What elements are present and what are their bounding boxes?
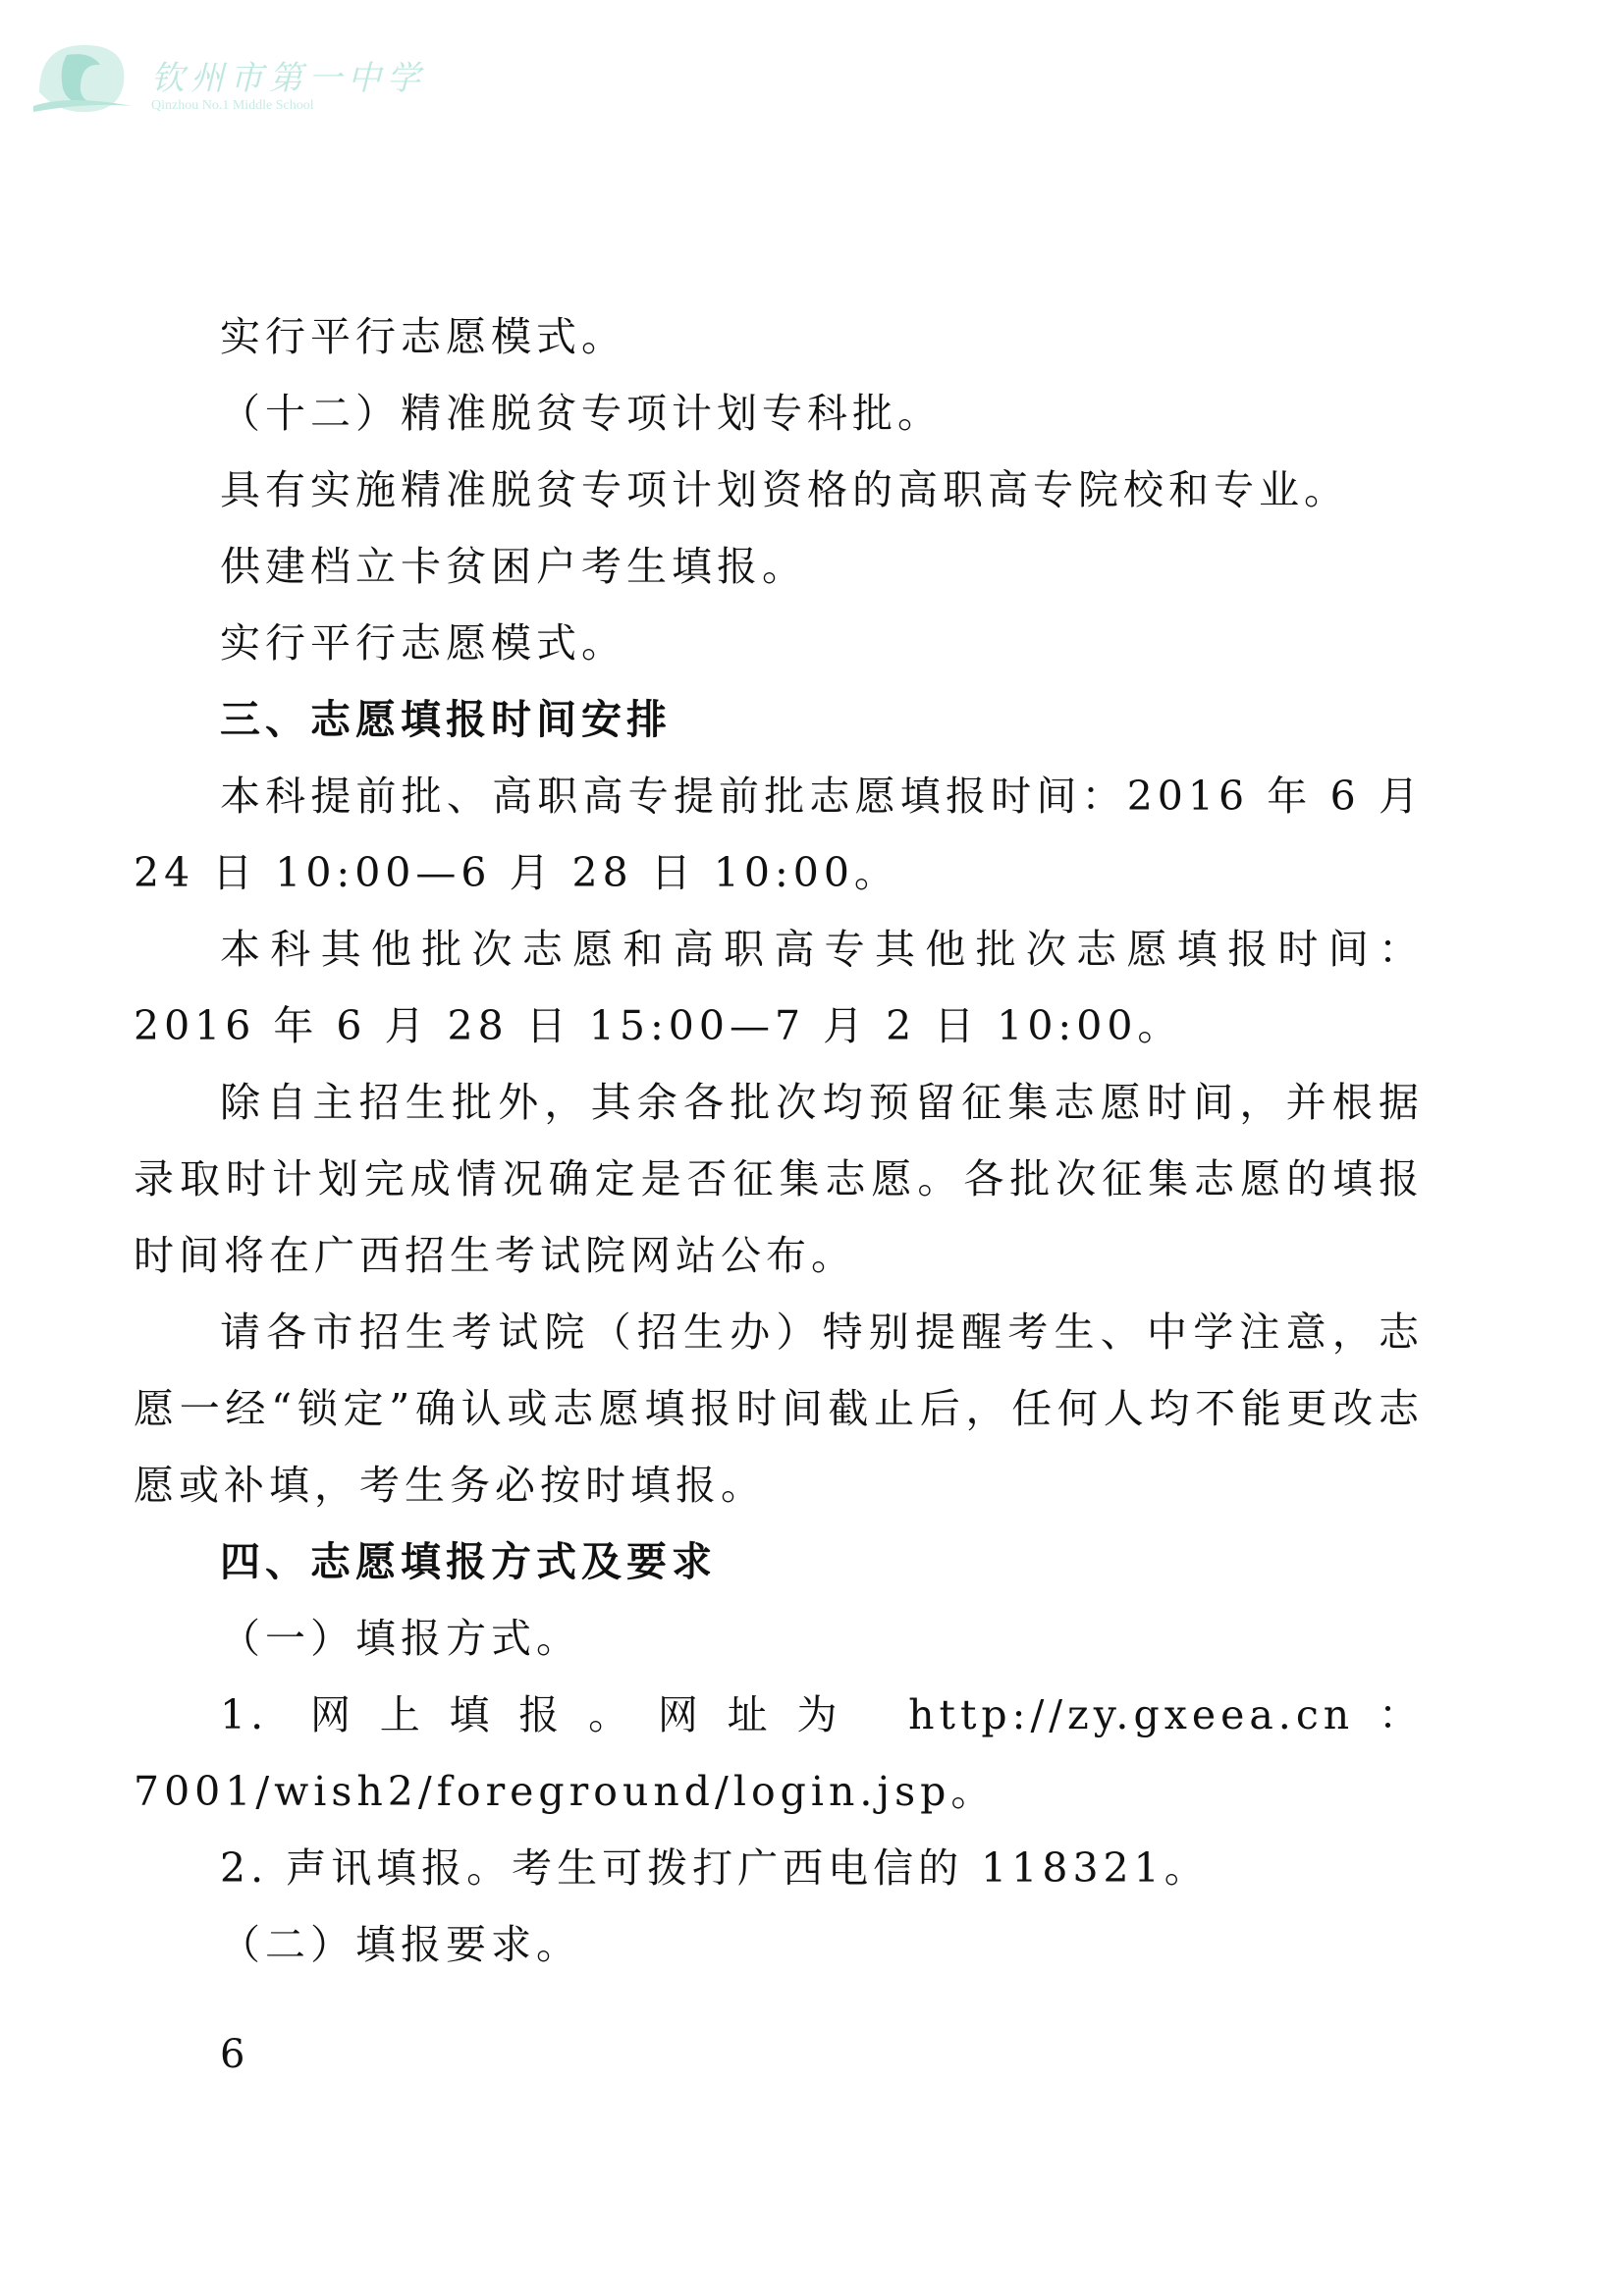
subsection-heading: （十二）精准脱贫专项计划专科批。: [220, 390, 943, 437]
subsection-heading: （一）填报方式。: [220, 1615, 581, 1662]
paragraph: 本科其他批次志愿和高职高专其他批次志愿填报时间：2016 年 6 月 28 日 15:00—7 月 2 日 10:00。: [134, 926, 1424, 1049]
paragraph: 除自主招生批外，其余各批次均预留征集志愿时间，并根据录取时计划完成情况确定是否征集志愿。各批次征集志愿的填报时间将在广西招生考试院网站公布。: [134, 1079, 1424, 1279]
paragraph: 具有实施精准脱贫专项计划资格的高职高专院校和专业。: [220, 466, 1349, 513]
paragraph: 1. 网上填报。网址为 http://zy.gxeea.cn：7001/wish2/foreground/login.jsp。: [134, 1691, 1424, 1815]
page-number: 6: [220, 2032, 245, 2077]
paragraph: 供建档立卡贫困户考生填报。: [220, 543, 807, 590]
logo-chinese-text: 钦州市第一中学: [151, 59, 426, 98]
document-body: [134, 298, 1424, 1983]
paragraph: 请各市招生考试院（招生办）特别提醒考生、中学注意，志愿一经“锁定”确认或志愿填报时间截止后，任何人均不能更改志愿或补填，考生务必按时填报。: [134, 1308, 1424, 1509]
logo-english-text: Qinzhou No.1 Middle School: [151, 98, 314, 113]
school-logo: [29, 33, 426, 122]
paragraph: 2. 声讯填报。考生可拨打广西电信的 118321。: [220, 1844, 1210, 1892]
school-emblem-icon: [29, 33, 137, 122]
subsection-heading: （二）填报要求。: [220, 1921, 581, 1968]
section-heading: 三、志愿填报时间安排: [220, 696, 672, 743]
paragraph: 实行平行志愿模式。: [220, 619, 626, 667]
paragraph: 实行平行志愿模式。: [220, 313, 626, 360]
section-heading: 四、志愿填报方式及要求: [220, 1538, 717, 1585]
paragraph: 本科提前批、高职高专提前批志愿填报时间：2016 年 6 月 24 日 10:00—6 月 28 日 10:00。: [134, 773, 1424, 896]
